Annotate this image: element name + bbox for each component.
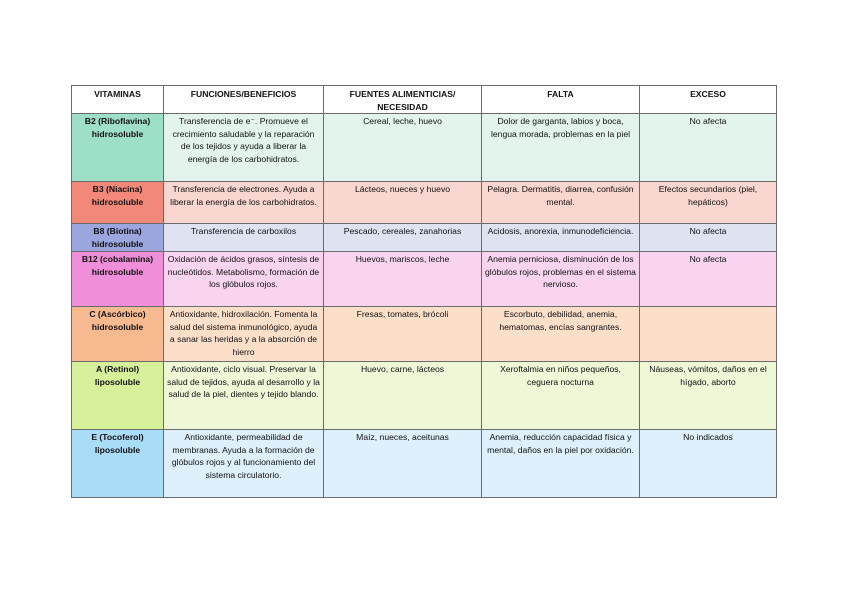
cell-funciones: Antioxidante, ciclo visual. Preservar la salud de tejidos, ayuda al desarrollo y la salud de la piel, dientes y tejido blando. [164,362,324,430]
cell-falta: Dolor de garganta, labios y boca, lengua morada, problemas en la piel [482,114,640,182]
cell-fuentes: Maíz, nueces, aceitunas [324,430,482,498]
cell-exceso: No indicados [640,430,777,498]
cell-funciones: Transferencia de e⁻. Promueve el crecimiento saludable y la reparación de los tejidos y ayuda a liberar la energía de los carbohidratos. [164,114,324,182]
header-exceso: EXCESO [640,86,777,114]
cell-fuentes: Lácteos, nueces y huevo [324,182,482,224]
table-row [72,252,777,307]
table-row [72,307,777,362]
vitamins-table [71,85,777,498]
header-vitaminas: VITAMINAS [72,86,164,114]
cell-vitamina: C (Ascórbico) hidrosoluble [72,307,164,362]
cell-funciones: Oxidación de ácidos grasos, síntesis de nucleótidos. Metabolismo, formación de los glóbulos rojos. [164,252,324,307]
cell-fuentes: Cereal, leche, huevo [324,114,482,182]
table-row [72,182,777,224]
cell-exceso: No afecta [640,114,777,182]
cell-exceso: Efectos secundarios (piel, hepáticos) [640,182,777,224]
header-falta: FALTA [482,86,640,114]
cell-funciones: Antioxidante, permeabilidad de membranas. Ayuda a la formación de glóbulos rojos y al funcionamiento del sistema circulatorio. [164,430,324,498]
cell-vitamina: E (Tocoferol) liposoluble [72,430,164,498]
table-header-row [72,86,777,114]
table-row [72,224,777,252]
cell-falta: Acidosis, anorexia, inmunodeficiencia. [482,224,640,252]
cell-vitamina: B12 (cobalamina) hidrosoluble [72,252,164,307]
cell-exceso: No afecta [640,252,777,307]
header-fuentes: FUENTES ALIMENTICIAS/ NECESIDAD [324,86,482,114]
cell-funciones: Transferencia de electrones. Ayuda a liberar la energía de los carbohidratos. [164,182,324,224]
cell-fuentes: Pescado, cereales, zanahorias [324,224,482,252]
cell-funciones: Transferencia de carboxilos [164,224,324,252]
table-row [72,430,777,498]
table-row [72,362,777,430]
table-row [72,114,777,182]
cell-falta: Anemia perniciosa, disminución de los glóbulos rojos, problemas en el sistema nervioso. [482,252,640,307]
header-funciones: FUNCIONES/BENEFICIOS [164,86,324,114]
cell-vitamina: B2 (Riboflavina) hidrosoluble [72,114,164,182]
cell-vitamina: B8 (Biotina) hidrosoluble [72,224,164,252]
cell-fuentes: Huevo, carne, lácteos [324,362,482,430]
cell-falta: Xeroftalmia en niños pequeños, ceguera nocturna [482,362,640,430]
cell-vitamina: B3 (Niacina) hidrosoluble [72,182,164,224]
cell-fuentes: Fresas, tomates, brócoli [324,307,482,362]
cell-funciones: Antioxidante, hidroxilación. Fomenta la salud del sistema inmunológico, ayuda a sanar las heridas y a la absorción de hierro [164,307,324,362]
cell-fuentes: Huevos, mariscos, leche [324,252,482,307]
cell-exceso: Náuseas, vómitos, daños en el hígado, aborto [640,362,777,430]
cell-exceso [640,307,777,362]
cell-falta: Pelagra. Dermatitis, diarrea, confusión mental. [482,182,640,224]
cell-exceso: No afecta [640,224,777,252]
cell-falta: Escorbuto, debilidad, anemia, hematomas, encías sangrantes. [482,307,640,362]
cell-vitamina: A (Retinol) liposoluble [72,362,164,430]
cell-falta: Anemia, reducción capacidad física y mental, daños en la piel por oxidación. [482,430,640,498]
